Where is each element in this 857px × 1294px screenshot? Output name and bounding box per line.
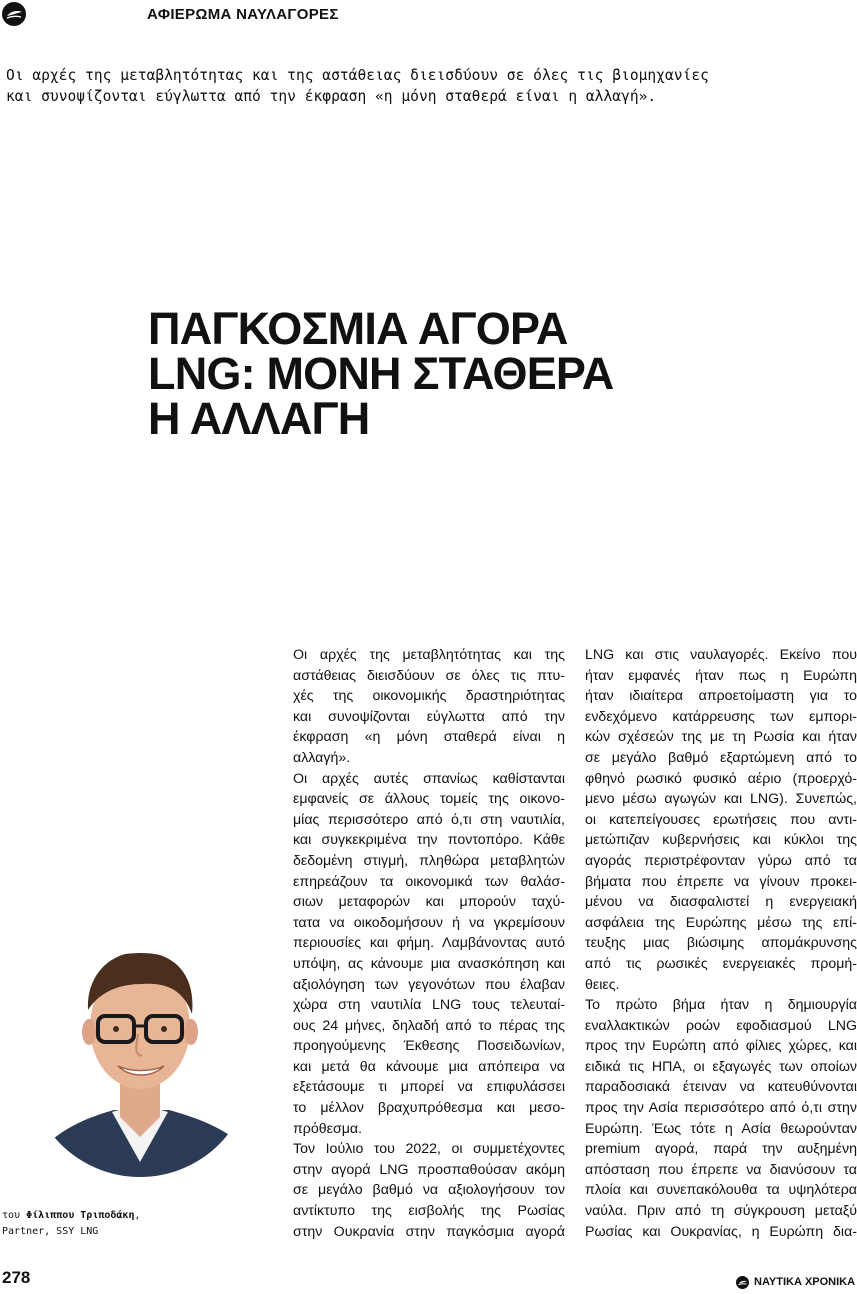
body-text-line: μένου να διασφαλιστεί η ενεργειακή [585, 894, 857, 911]
body-text-line: επηρεάζουν τα οικονομικά των θαλάσ- [293, 873, 565, 890]
body-text-line: κών σχέσεών της με τη Ρωσία και ήταν [585, 729, 857, 746]
body-text-line: ήταν ιδιαίτερα απροετοίμαστη για το [585, 688, 857, 705]
body-text-line: Ρωσίας και Ουκρανίας, η Ευρώπη δια- [585, 1223, 857, 1240]
body-text-line: τατα να οικοδομήσουν ή να γκρεμίσουν [293, 914, 565, 931]
body-text-line: θειες. [585, 976, 620, 993]
body-text-line: πρόθεσμα. [293, 1120, 363, 1137]
body-text-line: Ευρώπη. Έως τότε η Ασία θεωρούνταν [585, 1120, 857, 1137]
body-text-line: ενδεχόμενο κατάρρευσης των εμπορι- [585, 708, 857, 725]
body-text-line: προς την Ασία περισσότερο από ό,τι στην [585, 1100, 857, 1117]
body-text-line: Οι αρχές της μεταβλητότητας και της [293, 647, 565, 663]
body-text-line: χές της οικονομικής δραστηριότητας [293, 688, 565, 705]
body-text-line: απόσταση που έπρεπε να διανύσουν τα [585, 1161, 857, 1178]
body-text-line: οι κατεπείγουσες ερωτήσεις που αντι- [585, 811, 857, 828]
author-role: Partner, SSY LNG [2, 1226, 99, 1237]
brand-name: ΝΑΥΤΙΚΑ ΧΡΟΝΙΚΑ [754, 1276, 856, 1288]
body-text-line: και συγκεκριμένα την ποντοπόρο. Κάθε [293, 832, 565, 849]
body-text-line: υπόψη, ας κάνουμε μια ανασκόπηση και [293, 955, 565, 972]
magazine-logo-icon [736, 1276, 749, 1289]
author-credit [2, 1208, 141, 1240]
body-text-line: μίας περισσότερο από ό,τι στη ναυτιλία, [293, 811, 565, 828]
body-text-line: προς την Ευρώπη από φίλιες χώρες, και [585, 1038, 857, 1055]
headline-line: Η ΑΛΛΑΓΗ [148, 393, 370, 444]
section-title: ΑΦΙΕΡΩΜΑ ΝΑΥΛΑΓΟΡΕΣ [147, 6, 339, 23]
body-text-line: προηγούμενης Έκθεσης Ποσειδωνίων, [293, 1038, 565, 1055]
body-text-line: αξιολόγηση των γεγονότων που έλαβαν [293, 976, 565, 993]
body-text-line: LNG και στις ναυλαγορές. Εκείνο που [585, 647, 857, 663]
intro-line: και συνοψίζονται εύγλωττα από την έκφραση «η μόνη σταθερά είναι η αλλαγή». [6, 88, 657, 105]
body-column-2 [585, 645, 857, 1242]
body-text-line: εμφανείς σε άλλους τομείς της οικονο- [293, 791, 565, 808]
body-text-line: έκφραση «η μόνη σταθερά είναι η [293, 729, 565, 746]
body-text-line: δεδομένη στιγμή, πληθώρα μεταβλητών [293, 852, 565, 869]
body-text-line: τευξης μιας βιώσιμης απομάκρυνσης [585, 935, 857, 952]
body-text-line: φθηνό ρωσικό φυσικό αέριο (προερχό- [585, 770, 857, 787]
body-text-line: παραδοσιακά έτειναν να κατευθύνονται [585, 1079, 857, 1096]
body-text-line: και συνοψίζονται εύγλωττα από την [293, 708, 565, 725]
body-text-line: πλοία και συνεπακόλουθα τα υψηλότερα [585, 1182, 857, 1199]
body-text-line: το μέλλον βραχυπρόθεσμα και μεσο- [293, 1100, 565, 1117]
body-text-line: ειδικά τις ΗΠΑ, οι εξαγωγές των οποίων [585, 1058, 857, 1075]
author-prefix: του [2, 1210, 21, 1221]
body-text-line: ασφάλεια της Ευρώπης μέσω της επί- [585, 914, 857, 931]
body-text-line: χώρα στη ναυτιλία LNG τους τελευταί- [293, 997, 565, 1014]
body-text-line: στην Ουκρανία στην παγκόσμια αγορά [293, 1223, 565, 1240]
intro-lede [6, 65, 851, 107]
body-text-line: Το πρώτο βήμα ήταν η δημιουργία [585, 997, 857, 1014]
body-text-line: στην αγορά LNG προσπαθούσαν ακόμη [293, 1161, 565, 1178]
body-text-line: περιουσίες και φήμη. Λαμβάνοντας αυτό [293, 935, 565, 952]
body-text-line: αλλαγή». [293, 749, 351, 766]
body-text-line: σιων μεταφορών και μπορούν ταχύ- [293, 894, 565, 911]
body-text-line: Τον Ιούλιο του 2022, οι συμμετέχοντες [293, 1141, 565, 1158]
publication-brand [736, 1272, 855, 1292]
body-text-line: εξετάσουμε τι μπορεί να επιφυλάσσει [293, 1079, 565, 1096]
body-text-line: ναύλα. Πριν από τη σύγκρουση μεταξύ [585, 1203, 857, 1220]
intro-line: Οι αρχές της μεταβλητότητας και της αστάθειας διεισδύουν σε όλες τις βιομηχανίες [6, 67, 709, 84]
magazine-logo-icon [2, 2, 26, 26]
body-text-line: βήματα που έπρεπε να γίνουν προκει- [585, 873, 857, 890]
body-text-line: σε μεγάλο βαθμό εξαρτώμενη από το [585, 749, 857, 766]
body-text-line: από τις ρωσικές ενεργειακές προμή- [585, 955, 857, 972]
article-headline [148, 303, 808, 444]
body-text-line: μετώπιζαν κυβερνήσεις και κύκλοι της [585, 832, 857, 849]
body-text-line: αστάθειας διεισδύουν σε όλες τις πτυ- [293, 667, 565, 684]
headline-line: ΠΑΓΚΟΣΜΙΑ ΑΓΟΡΑ [148, 303, 568, 354]
author-portrait [34, 932, 250, 1177]
body-text-line: ήταν εμφανές ήταν πως η Ευρώπη [585, 667, 857, 684]
page-number: 278 [2, 1268, 31, 1287]
author-name: Φίλιππου Τριποδάκη [26, 1210, 135, 1221]
body-text-line: αντίκτυπο της εισβολής της Ρωσίας [293, 1203, 565, 1220]
body-text-line: εναλλακτικών ροών εφοδιασμού LNG [585, 1017, 857, 1034]
body-text-line: σε μεγάλο βαθμό να αξιολογήσουν τον [293, 1182, 565, 1199]
body-text-line: αγοράς περιστρέφονταν γύρω από τα [585, 852, 857, 869]
headline-line: LNG: ΜΟΝΗ ΣΤΑΘΕΡΑ [148, 348, 614, 399]
body-text-line: ους 24 μήνες, δηλαδή από το πέρας της [293, 1017, 565, 1034]
body-column-1 [293, 645, 565, 1242]
author-suffix: , [134, 1210, 141, 1221]
body-text-line: premium αγορά, παρά την αυξημένη [585, 1141, 857, 1158]
body-text-line: και μετά θα κάνουμε μια απόπειρα να [293, 1058, 565, 1075]
body-text-line: Οι αρχές αυτές σπανίως καθίστανται [293, 770, 565, 787]
body-text-line: μενο μέσω αγωγών και LNG). Συνεπώς, [585, 791, 857, 808]
